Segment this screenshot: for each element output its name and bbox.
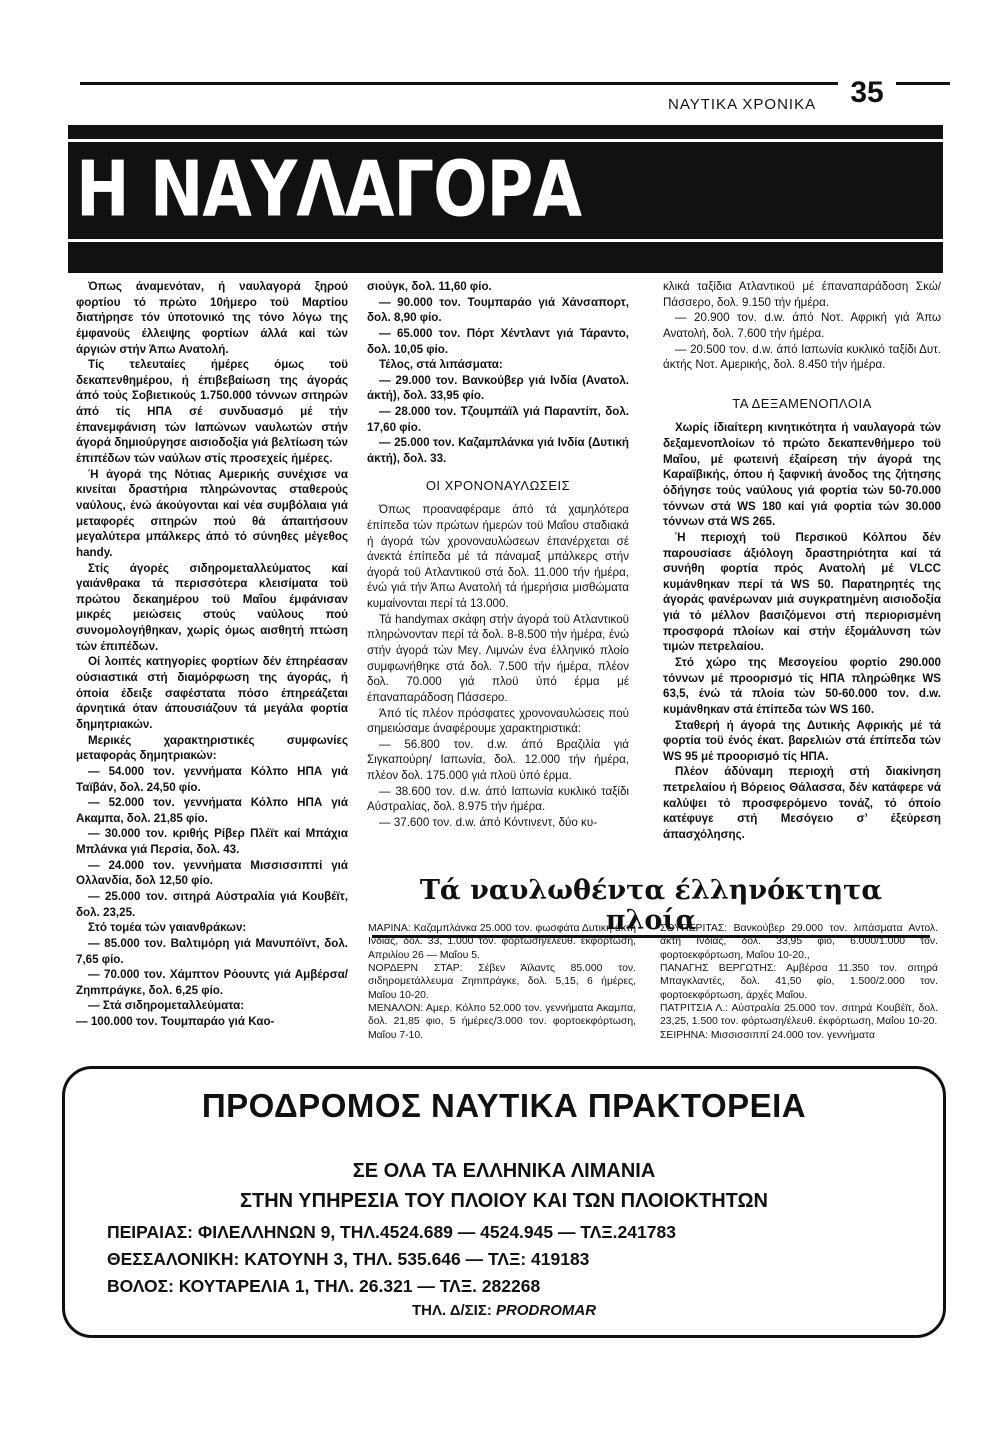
- list-item: — 56.800 τον. d.w. άπό Βραζιλία γιά Σιγκαπούρη/ Ιαπωνία, δολ. 12.000 τήν ήμέρα, πλέον δολ. 175.000 γιά πλοϋ ύπό έρμα.: [367, 737, 629, 783]
- paragraph: Στίς άγορές σιδηρομεταλλεύματος καί γαιάνθρακα τά περισσότερα κλεισίματα τοϋ πρώτου δεκαημέρου τοϋ Μαΐου έμφάνισαν μικρές μειώσεις στούς ναύλους πού συνομολογήθηκαν, χωρίς όμως αισθητή πτώση τών έπιπέδων.: [76, 561, 348, 653]
- running-head: ΝΑΥΤΙΚΑ ΧΡΟΝΙΚΑ: [668, 96, 817, 113]
- ad-tel-value: PRODROMAR: [496, 1302, 597, 1319]
- ad-contact-piraeus: ΠΕΙΡΑΙΑΣ: ΦΙΛΕΛΛΗΝΩΝ 9, ΤΗΛ.4524.689 — 4524.945 — ΤΛΞ.241783: [107, 1222, 676, 1242]
- paragraph: Τέλος, στά λιπάσματα:: [379, 358, 503, 372]
- paragraph: Ή άγορά της Νότιας Αμερικής συνέχισε να κινείται δραστήρια πληρώνοντας σταθερούς ναύλους, ένώ άκούγονται καί νέα συμβόλαια γιά μεταφορές σιτηρών πού θά άπαιτήσουν μεγαλύτερα μπάλκερς άπό τό σύνηθες μέγεθος handy.: [76, 467, 348, 559]
- fleet-entry: ΣΕΙΡΗΝΑ: Μισσισσιππί 24.000 τον. γεννήματα: [660, 1029, 875, 1041]
- fleet-column-left: [368, 922, 636, 1042]
- list-item: — 54.000 τον. γεννήματα Κόλπο ΗΠΑ γιά Ταϊβάν, δολ. 24,50 φίο.: [76, 764, 348, 794]
- paragraph: Στό χώρο της Μεσογείου φορτίο 290.000 τόννων μέ προορισμό τίς ΗΠΑ πληρώθηκε WS 63,5, ένώ τά πλοία τών 50-60.000 τον. d.w. κυμάνθηκαν στά έπίπεδα τών WS 160.: [663, 656, 941, 716]
- paragraph: Οί λοιπές κατηγορίες φορτίων δέν έπηρέασαν ούσιαστικά στή διαμόρφωση της άγοράς, ή όποία έδειξε σαφέστατα πόσο έπηρεάζεται άρνητικά όταν άπουσιάζουν τά μεγάλα φορτία δημητριακών.: [76, 655, 348, 731]
- article-column-2: [367, 279, 629, 831]
- ad-tagline: ΣΤΗΝ ΥΠΗΡΕΣΙΑ ΤΟΥ ΠΛΟΙΟΥ ΚΑΙ ΤΩΝ ΠΛΟΙΟΚΤΗΤΩΝ: [239, 1190, 769, 1212]
- list-item: — 29.000 τον. Βανκούβερ γιά Ινδία (Ανατολ. άκτή), δολ. 33,95 φίο.: [367, 373, 629, 403]
- list-item: — 52.000 τον. γεννήματα Κόλπο ΗΠΑ γιά Ακαμπα, δολ. 21,85 φίο.: [76, 796, 348, 825]
- ad-contact-thessaloniki: ΘΕΣΣΑΛΟΝΙΚΗ: ΚΑΤΟΥΝΗ 3, ΤΗΛ. 535.646 — ΤΛΞ: 419183: [107, 1249, 590, 1269]
- paragraph: Τίς τελευταίες ήμέρες όμως τοϋ δεκαπενθημέρου, ή έπιβεβαίωση της άγοράς άπό τούς Σοβιετικούς 1.750.000 τόννων σιτηρών άπό τίς ΗΠΑ σέ συνδυασμό μέ τήν έπανεμφάνιση τών Ιαπώνων ναυλωτών στήν άγορά δημιούργησε αισιοδοξία γιά βελτίωση τών έπιπέδων τών ναύλων στίς προσεχείς ήμέρες.: [76, 358, 348, 466]
- header-rule: [80, 82, 950, 85]
- section-heading: ΤΑ ΔΕΞΑΜΕΝΟΠΛΟΙΑ: [732, 395, 872, 411]
- paragraph: Τά handymax σκάφη στήν άγορά τοϋ Ατλαντικοϋ πληρώνονταν περί τά δολ. 8-8.500 τήν ήμέρα, ένώ στήν άγορά τών Μεγ. Λιμνών ένα έλληνικό πλοίο συμφωνήθηκε στά δολ. 7.500 τήν ήμέρα, πλέον δολ. 70.000 γιά πλοϋ ύπό έρμα μέ έπαναπαράδοση Πάσσερο.: [367, 612, 629, 704]
- list-item: — 100.000 τον. Τουμπαράο γιά Καο-: [76, 1015, 275, 1029]
- fleet-entry: ΜΑΡΙΝΑ: Καζαμπλάνκα 25.000 τον. φωσφάτα Δυτική άκτή Ινδίας, δολ. 33, 1.000 τον. φόρτωση/έλευθ. έκφόρτωση, Απριλίου 26 — Μαΐου 5.: [368, 923, 636, 961]
- section-heading: ΟΙ ΧΡΟΝΟΝΑΥΛΩΣΕΙΣ: [425, 477, 571, 493]
- article-column-3: [663, 279, 941, 843]
- ad-tel-label: ΤΗΛ. Δ/ΣΙΣ:: [411, 1302, 492, 1319]
- list-item: — 70.000 τον. Χάμπτον Ρόουντς γιά Αμβέρσα/ Ζηmπράγκε, δολ. 6,25 φίο.: [76, 968, 348, 997]
- banner-rule: [68, 139, 943, 142]
- ad-title: ΠΡΟΔΡΟΜΟΣ ΝΑΥΤΙΚΑ ΠΡΑΚΤΟΡΕΙΑ: [201, 1087, 807, 1124]
- list-item: — 20.500 τον. d.w. άπό Ιαπωνία κυκλικό ταξίδι Δυτ. άκτής Νοτ. Αμερικής, δολ. 8.450 τήν ήμέρα.: [663, 342, 941, 372]
- list-item: — 28.000 τον. Τζουμπάϊλ γιά Παραντίπ, δολ. 17,60 φίο.: [367, 405, 629, 434]
- page-number: 35: [838, 76, 896, 110]
- paragraph: Πλέον άδύναμη περιοχή στή διακίνηση πετρελαίου ή Βόρειος Θάλασσα, δέν κατάφερε νά καλύψει τό προσφερόμενο τονάζ, τό όποίο κατέφυγε στή Μεσόγειο σ’ έξεύρεση άπασχόλησης.: [663, 765, 941, 842]
- paragraph: Άπό τίς πλέον πρόσφατες χρονοναυλώσεις πού σημειώσαμε άναφέρουμε χαρακτηριστικά:: [367, 706, 629, 736]
- list-item: — 38.600 τον. d.w. άπό Ιαπωνία κυκλικό ταξίδι Αύστραλίας, δολ. 8.975 τήν ήμέρα.: [367, 784, 629, 814]
- list-item: — 85.000 τον. Βαλτιμόρη γιά Μανυπόϊντ, δολ. 7,65 φίο.: [76, 936, 348, 966]
- fleet-heading: Τά ναυλωθέντα έλληνόκτητα πλοία: [372, 876, 930, 938]
- paragraph: Ή περιοχή τοϋ Περσικοϋ Κόλπου δέν παρουσίασε άξιόλογη δραστηριότητα καί τά συνήθη φορτία πρός Ανατολή μέ VLCC κυμάνθηκαν περί τά WS 50. Παρατηρητές της άγοράς φανέρωναν μιά συγκρατημένη αισιοδοξία γιά τό μέλλον βασιζόμενοι στή περιορισμένη προσφορά πλοίων καί στήν έξομάλυνση τών τιμών πετρελαίου.: [663, 530, 941, 654]
- ad-telegraphic: [62, 1302, 946, 1319]
- paragraph: Στό τομέα τών γαιανθράκων:: [88, 921, 247, 935]
- fleet-entry: ΠΑΤΡΙΤΣΙΑ Λ.: Αύστραλία 25.000 τον. σιτηρά Κουβέϊτ, δολ. 23,25, 1.500 τον. φόρτωση/έλευθ. έκφόρτωση, Μαΐου 10-20.: [660, 1002, 938, 1028]
- paragraph: Χωρίς ίδιαίτερη κινητικότητα ή ναυλαγορά τών δεξαμενοπλοίων τό πρώτο δεκαπενθήμερο τοϋ Μαΐου, μέ φωτεινή έξαίρεση τήν άγορά της Καραϊβικής, όπου ή ξαφνική άνοδος της ζήτησης όδήγησε τούς ναύλους γιά φορτία τών 50-70.000 τόννων στά WS 180 καί γιά φορτία τών 30.000 τόννων στά WS 265.: [663, 421, 941, 529]
- paragraph: Σταθερή ή άγορά της Δυτικής Αφρικής μέ τά φορτία τοϋ ένός έκατ. βαρελιών στά έπίπεδα τών WS 95 μέ προορισμό τίς ΗΠΑ.: [663, 718, 941, 763]
- fleet-column-right: [660, 922, 938, 1042]
- masthead-title: Η ΝΑΥΛΑΓΟΡΑ: [76, 146, 581, 235]
- fleet-entry: ΜΕΝΑΛΟΝ: Αμερ. Κόλπο 52.000 τον. γεννήματα Ακαμπα, δολ. 21,85 φιο, 5 ήμέρες/3.000 τον. φορτοεκφόρτωση, Μαΐου 7-10.: [368, 1002, 636, 1041]
- list-item: — 90.000 τον. Τουμπαράο γιά Χάνσαπορτ, δολ. 8,90 φίο.: [367, 295, 629, 325]
- list-item: — 65.000 τον. Πόρτ Χέντλαντ γιά Τάραντο, δολ. 10,05 φίο.: [367, 326, 629, 356]
- ad-tagline: ΣΕ ΟΛΑ ΤΑ ΕΛΛΗΝΙΚΑ ΛΙΜΑΝΙΑ: [352, 1160, 656, 1182]
- list-item: — 25.000 τον. σιτηρά Αύστραλία γιά Κουβέϊτ, δολ. 23,25.: [76, 889, 348, 919]
- list-item: — 20.900 τον. d.w. άπό Νοτ. Αφρική γιά Άπω Ανατολή, δολ. 7.600 τήν ήμέρα.: [663, 311, 941, 340]
- paragraph: Όπως προαναφέραμε άπό τά χαμηλότερα έπίπεδα τών πρώτων ήμερών τοϋ Μαΐου σταδιακά ή άγορά τών χρονοναυλώσεων έπανέρχεται σέ άνεκτά έπίπεδα μέ τά πάναμαξ μπάλκερς στήν άγορά τοϋ Ατλαντικοϋ στά δολ. 11.000 τήν ήμέρα, ένώ γιά τήν Άπω Ανατολή τά ήμερήσια μισθώματα κυμαίνονται περί τά 13.000.: [367, 503, 629, 611]
- paragraph: Μερικές χαρακτηριστικές συμφωνίες μεταφοράς δημητριακών:: [76, 733, 348, 763]
- list-item: — 25.000 τον. Καζαμπλάνκα γιά Ινδία (Δυτική άκτή), δολ. 33.: [367, 436, 629, 466]
- ad-contact-volos: ΒΟΛΟΣ: ΚΟΥΤΑΡΕΛΙΑ 1, ΤΗΛ. 26.321 — ΤΛΞ. 282268: [107, 1276, 541, 1296]
- fleet-entry: ΠΑΝΑΓΗΣ ΒΕΡΓΩΤΗΣ: Αμβέρσα 11.350 τον. σιτηρά Μπαγκλαντές, δολ. 41,50 φίο, 1.500/2.000 τον. φορτοεκφόρτωση, άρχές Μαΐου.: [660, 962, 938, 1001]
- paragraph: Όπως άναμενόταν, ή ναυλαγορά ξηρού φορτίου τό πρώτο 10ήμερο τοϋ Μαρτίου διατήρησε τόν ύποτονικό της τόνο λόγω της έμφανοϋς έλλειψης φορτίων άλλά καί τών άργιών στήν Άπω Ανατολή.: [76, 280, 348, 356]
- banner-rule: [68, 239, 943, 242]
- fleet-entry: ΝΟΡΔΕΡΝ ΣΤΑΡ: Σέβεν Άϊλαντς 85.000 τον. σιδηρομετάλλευμα Ζηmπράγκε, δολ. 5,15, 6 ήμέρες, Μαΐου 10-20.: [368, 962, 636, 1001]
- paragraph: σιούγκ, δολ. 11,60 φίο.: [367, 280, 492, 293]
- list-item: — 30.000 τον. κριθής Ρίβερ Πλέϊτ καί Μπάχια Μπλάνκα γιά Περσία, δολ. 43.: [76, 827, 348, 857]
- fleet-entry: ΣΟΥΠΕΡΙΤΑΣ: Βανκούβερ 29.000 τον. λιπάσματα Αντολ. άκτή Ινδίας, δολ. 33,95 φίο, 6.000/1.000 τον. φορτοεκφόρτωση, Μαΐου 10-20.,: [660, 923, 938, 961]
- list-item: — 37.600 τον. d.w. άπό Κόντινεντ, δύο κυ-: [379, 816, 598, 830]
- article-column-1: [76, 279, 348, 1030]
- list-item: — Στά σιδηρομεταλλεύματα:: [88, 999, 245, 1013]
- paragraph: κλικά ταξίδια Ατλαντικοϋ μέ έπαναπαράδοση Σκώ/Πάσσερο, δολ. 9.150 τήν ήμέρα.: [663, 280, 941, 309]
- list-item: — 24.000 τον. γεννήματα Μισσισσιππί γιά Ολλανδία, δολ 12,50 φίο.: [76, 858, 348, 888]
